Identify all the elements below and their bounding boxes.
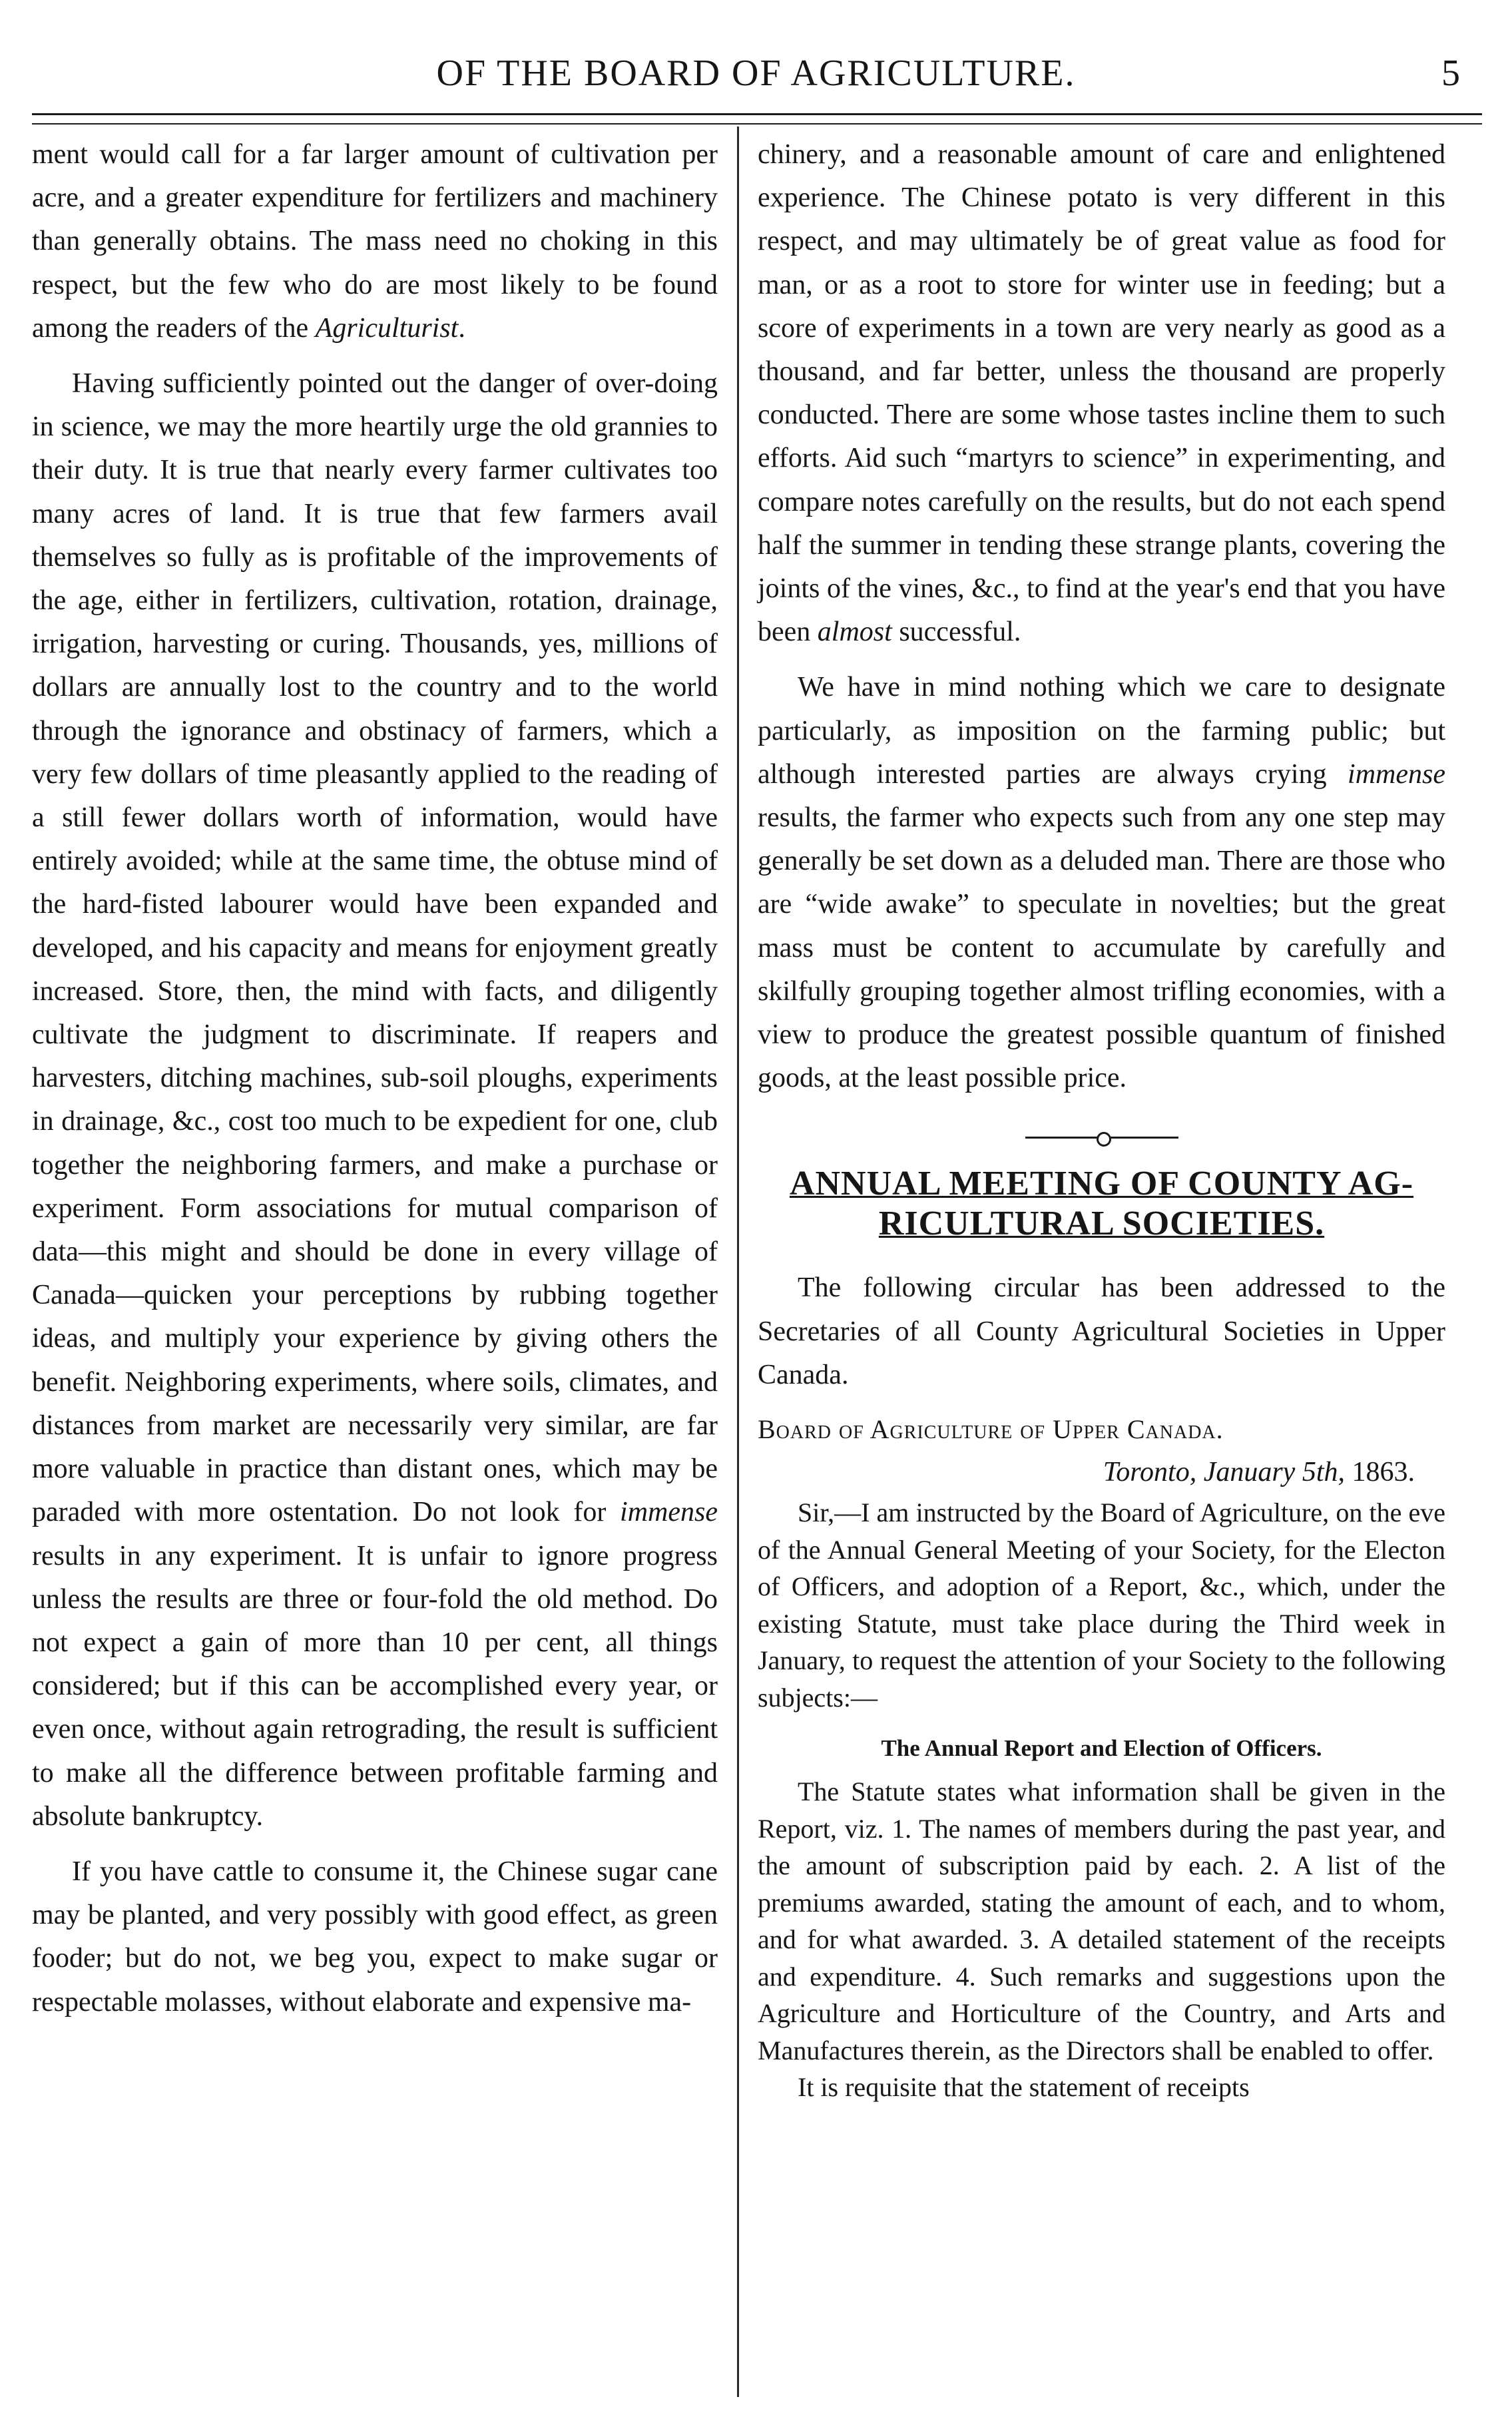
section-heading-line-2: RICULTURAL SOCIETIES.	[878, 1205, 1325, 1243]
header-double-rule	[32, 113, 1482, 125]
left-p2-end: results in any experiment. It is unfair to ignore progress unless the results are three or four-fold the old method. Do not expect a gain of more than 10 per cent, all things considered; but if this can be accomplished every year, or even once, without again retrograding, the result is sufficient to make all the difference between profitable farming and absolute bankruptcy.	[32, 1540, 718, 1832]
right-paragraph-1	[758, 133, 1445, 654]
right-p1-italic: almost	[817, 617, 892, 648]
section-heading-line-1: ANNUAL MEETING OF COUNTY AG-	[789, 1165, 1414, 1203]
right-p1-end: successful.	[891, 617, 1021, 648]
section-ornament-rule	[1025, 1131, 1178, 1144]
letter-paragraph-1: Sir,—I am instructed by the Board of Agriculture, on the eve of the Annual General Meeting of your Society, for the Electon of Officers, and adoption of a Report, &c., which, under the existing Statute, must take place during the Third week in January, to request the attention of your Society to the following subjects:—	[758, 1497, 1445, 1713]
dateline-year: 1863.	[1345, 1457, 1415, 1488]
page-number: 5	[1441, 53, 1460, 94]
right-p2-end: results, the farmer who expects such from any one step may generally be set down as a deluded man. There are those who are “wide awake” to speculate in novelties; but the great mass must be content to accumulate by carefully and skilfully grouping together almost trifling economies, with a view to produce the greatest possible quantum of finished goods, at the least possible price.	[758, 802, 1445, 1094]
letter-subheading: The Annual Report and Election of Officers.	[881, 1735, 1322, 1762]
right-paragraph-3: The following circular has been addressed to the Secretaries of all County Agricultural Societies in Upper Canada.	[758, 1272, 1445, 1390]
left-p1-end: .	[458, 312, 465, 344]
left-column	[32, 133, 718, 2024]
column-divider	[737, 127, 739, 2397]
left-paragraph-2	[32, 362, 718, 1838]
left-paragraph-3: If you have cattle to consume it, the Chinese sugar cane may be planted, and very possibly with good effect, as green fooder; but do not, we beg you, expect to make sugar or respectable molasses, without elaborate and expensive ma-	[32, 1856, 718, 2017]
left-p1-text: ment would call for a far larger amount of cultivation per acre, and a greater expenditure for fertilizers and machinery than generally obtains. The mass need no choking in this respect, but the few who do are most likely to be found among the readers of the	[32, 139, 718, 344]
right-p2-italic: immense	[1348, 758, 1445, 790]
dateline-place-date: Toronto, January 5th,	[1103, 1457, 1345, 1488]
left-p2-text: Having sufficiently pointed out the danger of over-doing in science, we may the more heartily urge the old grannies to their duty. It is true that nearly every farmer cultivates too many acres of land. It is true that few farmers avail themselves so fully as is profitable of the improvements of the age, either in fertilizers, cultivation, rotation, drainage, irrigation, harvesting or curing. Thousands, yes, millions of dollars are annually lost to the country and to the world through the ignorance and obstinacy of farmers, which a very few dollars of time pleasantly applied to the reading of a still fewer dollars worth of information, would have entirely avoided; while at the same time, the obtuse mind of the hard-fisted labourer would have been expanded and developed, and his capacity and means for enjoyment greatly increased. Store, then, the mind with facts, and diligently cultivate the judgment to discriminate. If reapers and harvesters, ditching machines, sub-soil ploughs, experiments in drainage, &c., cost too much to be expedient for one, club together the neighboring farmers, and make a purchase or experiment. Form associations for mutual comparison of data—this might and should be done in every village of Canada—quicken your perceptions by rubbing together ideas, and multiply your experience by giving others the benefit. Neighboring experiments, where soils, climates, and distances from market are necessarily very similar, are far more valuable in practice than distant ones, which may be paraded with more ostentation. Do not look for	[32, 368, 718, 1528]
right-p2-text: We have in mind nothing which we care to designate particularly, as imposition on the farming public; but although interested parties are always crying	[758, 672, 1445, 790]
right-paragraph-2	[758, 666, 1445, 1100]
left-paragraph-1	[32, 133, 718, 350]
letter-paragraph-3: It is requisite that the statement of receipts	[798, 2072, 1250, 2103]
right-p1-text: chinery, and a reasonable amount of care and enlightened experience. The Chinese potato is very different in this respect, and may ultimately be of great value as food for man, or as a root to store for winter use in feeding; but a score of experiments in a town are very nearly as good as a thousand, and far better, unless the thousand are properly conducted. There are some whose tastes incline them to such efforts. Aid such “martyrs to science” in experimenting, and compare notes carefully on the results, but do not each spend half the summer in tending these strange plants, covering the joints of the vines, &c., to find at the year's end that you have been	[758, 139, 1445, 648]
letterhead: Board of Agriculture of Upper Canada.	[758, 1414, 1224, 1445]
running-head: OF THE BOARD OF AGRICULTURE.	[436, 53, 1076, 94]
page-header	[32, 40, 1480, 100]
right-column	[758, 133, 1445, 2106]
left-p2-italic: immense	[620, 1497, 718, 1528]
letter-paragraph-2: The Statute states what information shall be given in the Report, viz. 1. The names of members during the past year, and the amount of subscription paid by each. 2. A list of the premiums awarded, stating the amount of each, and to whom, and for what awarded. 3. A detailed statement of the receipts and expenditure. 4. Such remarks and suggestions upon the Agriculture and Horticulture of the Country, and Arts and Manufactures therein, as the Directors shall be enabled to offer.	[758, 1776, 1445, 2065]
dateline	[758, 1451, 1445, 1494]
section-heading	[758, 1164, 1445, 1244]
left-p1-italic: Agriculturist	[315, 312, 459, 344]
